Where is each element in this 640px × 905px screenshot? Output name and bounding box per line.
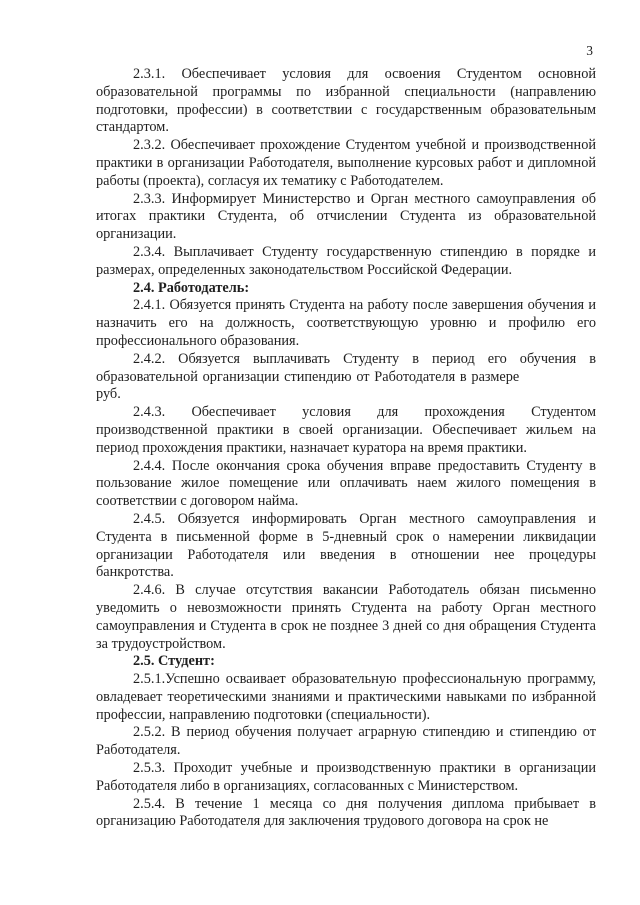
- paragraph-text: 2.3.4. Выплачивает Студенту государственную стипендию в порядке и размерах, определенных законодательством Российской Федерации.: [96, 243, 596, 278]
- paragraph: [96, 511, 596, 582]
- paragraph: [96, 66, 596, 137]
- paragraph: [96, 582, 596, 653]
- paragraph-text: 2.4.4. После окончания срока обучения вправе предоставить Студенту в пользование жилое помещение или оплачивать наем жилого помещения в соответствии с договором найма.: [96, 457, 596, 510]
- paragraph: [96, 458, 596, 511]
- paragraph: [96, 724, 596, 760]
- paragraph: [96, 760, 596, 796]
- paragraph-text: 2.5.3. Проходит учебные и производственную практики в организации Работодателя либо в организациях, согласованных с Министерством.: [96, 760, 596, 794]
- paragraph: [96, 297, 596, 350]
- paragraph-text: 2.3.1. Обеспечивает условия для освоения Студентом основной образовательной программы по избранной специальности (направлению подготовки, профессии) в соответствии с государственным образовательным стандартом.: [96, 66, 596, 136]
- paragraph-text: 2.4.1. Обязуется принять Студента на работу после завершения обучения и назначить его на должность, соответствующую уровню и профилю его профессионального образования.: [96, 297, 596, 349]
- section-heading: [96, 280, 596, 298]
- paragraph-text: 2.5.4. В течение 1 месяца со дня получения диплома прибывает в организацию Работодателя для заключения трудового договора на срок не: [96, 795, 596, 830]
- paragraph: [96, 404, 596, 457]
- paragraph-text: 2.3.3. Информирует Министерство и Орган местного самоуправления об итогах практики Студента, об отчислении Студента из образовательной организации.: [96, 190, 596, 243]
- paragraph-text: 2.4. Работодатель:: [133, 279, 250, 296]
- paragraph-text: 2.3.2. Обеспечивает прохождение Студентом учебной и производственной практики в организации Работодателя, выполнение курсовых работ и дипломной работы (проекта), согласуя их тематику с Работодателем.: [96, 137, 596, 189]
- page-content: [96, 66, 596, 831]
- paragraph-text: 2.4.2. Обязуется выплачивать Студенту в период его обучения в образовательной организации стипендию от Работодателя в размере: [96, 350, 596, 385]
- paragraph-text: 2.5.1.Успешно осваивает образовательную профессиональную программу, овладевает теоретическими знаниями и практическими навыками по избранной профессии, направлению подготовки (специальности).: [96, 671, 596, 723]
- paragraph-text: 2.4.6. В случае отсутствия вакансии Работодатель обязан письменно уведомить о невозможности принять Студента на работу Орган местного самоуправления и Студента в срок не позднее 3 дней со дня обращения Студента за трудоустройством.: [96, 582, 596, 652]
- paragraph: [96, 351, 596, 404]
- currency-unit: руб.: [96, 386, 121, 403]
- paragraph-text: 2.5.2. В период обучения получает аграрную стипендию и стипендию от Работодателя.: [96, 724, 596, 759]
- page-number: 3: [586, 43, 593, 58]
- paragraph: [96, 244, 596, 280]
- paragraph: [96, 137, 596, 190]
- paragraph-text: 2.4.3. Обеспечивает условия для прохождения Студентом производственной практики в своей организации. Обеспечивает жильем на период прохождения практики, назначает куратора на время практики.: [96, 404, 596, 456]
- section-heading: [96, 653, 596, 671]
- paragraph: [96, 671, 596, 724]
- paragraph: [96, 796, 596, 832]
- paragraph-text: 2.5. Студент:: [133, 653, 215, 670]
- paragraph: [96, 191, 596, 244]
- paragraph-text: 2.4.5. Обязуется информировать Орган местного самоуправления и Студента в письменной форме в 5-дневный срок о намерении ликвидации организации Работодателя или введения в отношении нее процедуры банкротства.: [96, 510, 596, 581]
